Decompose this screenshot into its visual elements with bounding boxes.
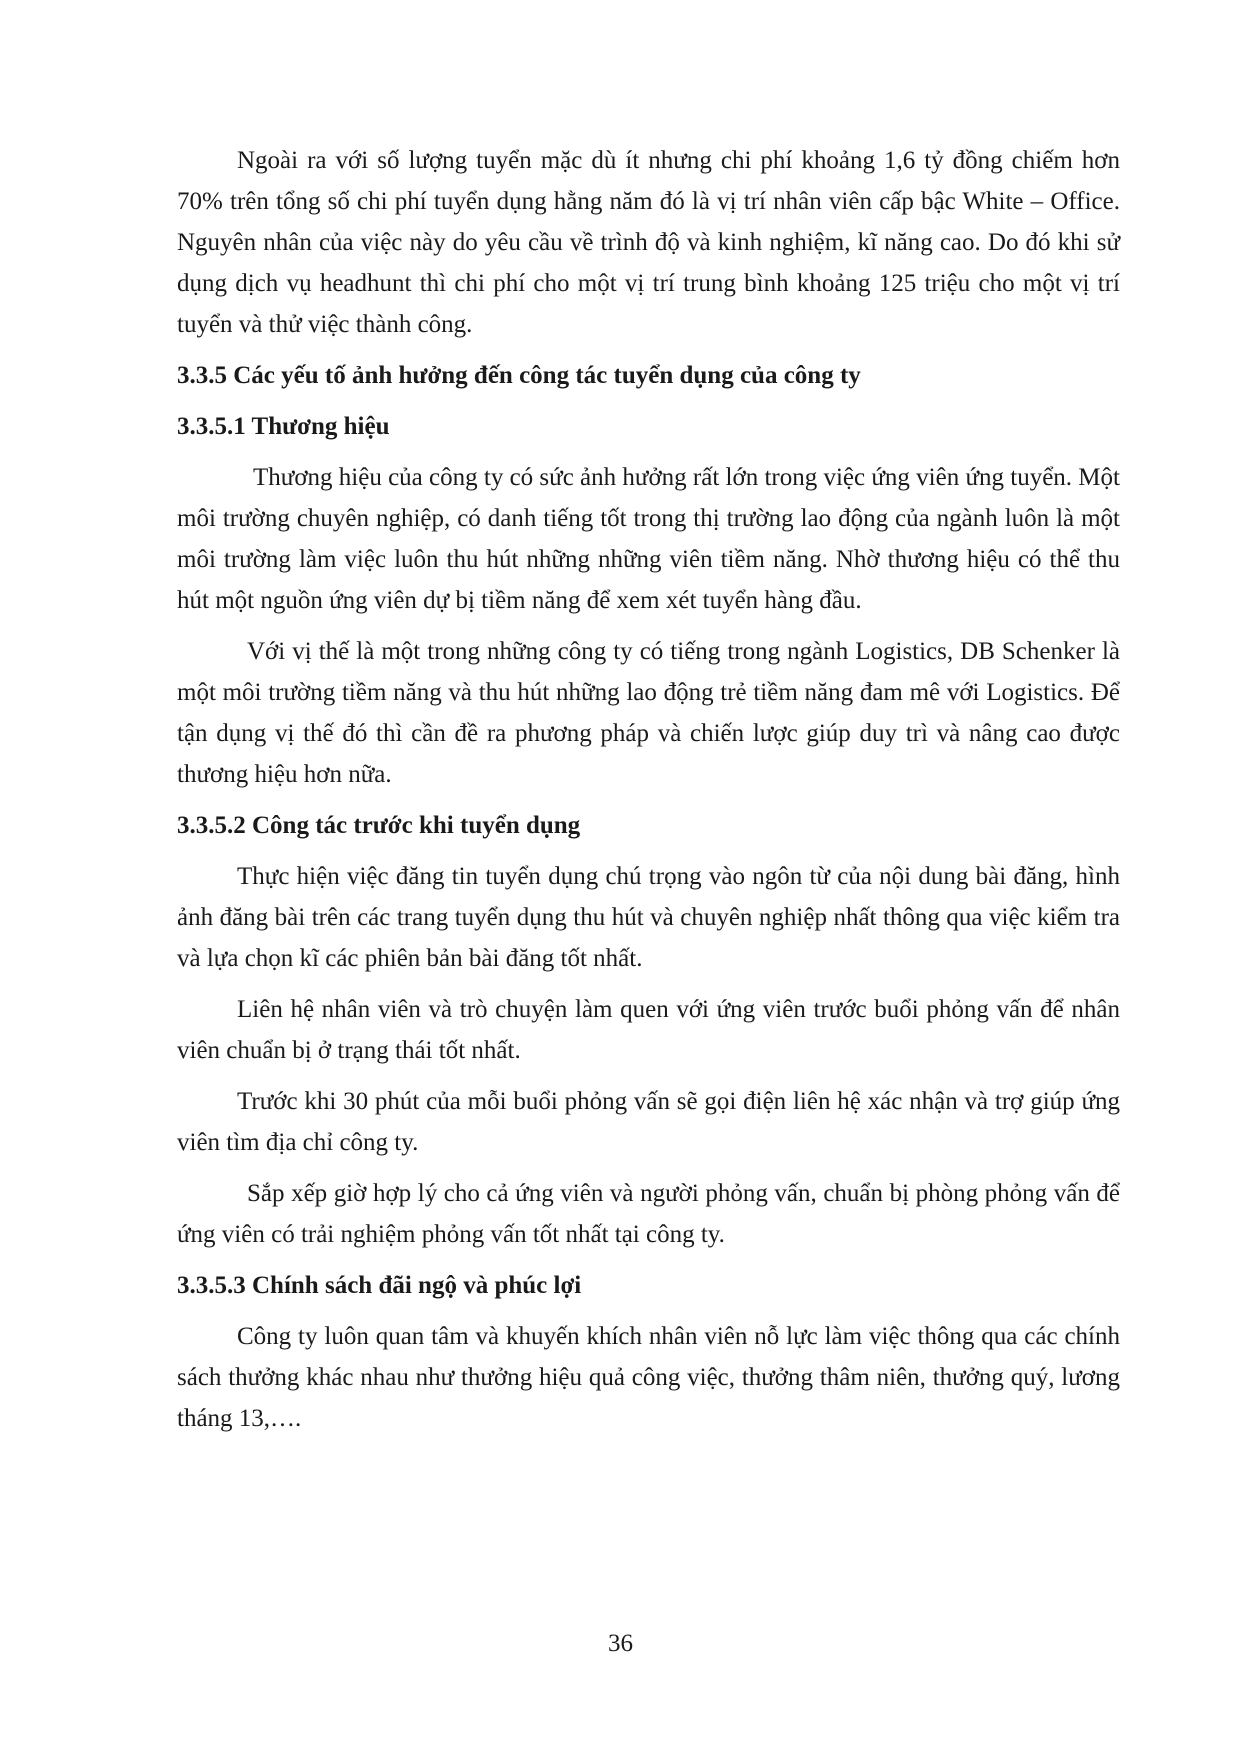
section-heading-3-3-5: 3.3.5 Các yếu tố ảnh hưởng đến công tác tuyển dụng của công ty (177, 362, 861, 389)
subsection-heading-3-3-5-3: 3.3.5.3 Chính sách đãi ngộ và phúc lợi (177, 1272, 582, 1299)
paragraph-db-schenker-position: Với vị thế là một trong những công ty có tiếng trong ngành Logistics, DB Schenker là một môi trường tiềm năng và thu hút những lao động trẻ tiềm năng đam mê với Logistics. Để tận dụng vị thế đó thì cần đề ra phương pháp và chiến lược giúp duy trì và nâng cao được thương hiệu hơn nữa. (177, 638, 1120, 788)
paragraph-reward-policy: Công ty luôn quan tâm và khuyến khích nhân viên nỗ lực làm việc thông qua các chính sách thưởng khác nhau như thưởng hiệu quả công việc, thưởng thâm niên, thưởng quý, lương tháng 13,…. (177, 1323, 1120, 1432)
paragraph-schedule-interview: Sắp xếp giờ hợp lý cho cả ứng viên và người phỏng vấn, chuẩn bị phòng phỏng vấn để ứng viên có trải nghiệm phỏng vấn tốt nhất tại công ty. (177, 1180, 1120, 1248)
paragraph-job-posting: Thực hiện việc đăng tin tuyển dụng chú trọng vào ngôn từ của nội dung bài đăng, hình ảnh đăng bài trên các trang tuyển dụng thu hút và chuyên nghiệp nhất thông qua việc kiểm tra và lựa chọn kĩ các phiên bản bài đăng tốt nhất. (177, 863, 1120, 972)
subsection-heading-3-3-5-2: 3.3.5.2 Công tác trước khi tuyển dụng (177, 812, 581, 839)
subsection-heading-3-3-5-1: 3.3.5.1 Thương hiệu (177, 413, 390, 440)
page-body (177, 140, 1120, 1449)
paragraph-contact-candidates: Liên hệ nhân viên và trò chuyện làm quen với ứng viên trước buổi phỏng vấn để nhân viên chuẩn bị ở trạng thái tốt nhất. (177, 996, 1120, 1064)
page-number: 36 (608, 1630, 633, 1657)
paragraph-call-before-interview: Trước khi 30 phút của mỗi buổi phỏng vấn sẽ gọi điện liên hệ xác nhận và trợ giúp ứng viên tìm địa chỉ công ty. (177, 1088, 1120, 1156)
paragraph-recruitment-cost: Ngoài ra với số lượng tuyển mặc dù ít nhưng chi phí khoảng 1,6 tỷ đồng chiếm hơn 70% trên tổng số chi phí tuyển dụng hằng năm đó là vị trí nhân viên cấp bậc White – Office. Nguyên nhân của việc này do yêu cầu về trình độ và kinh nghiệm, kĩ năng cao. Do đó khi sử dụng dịch vụ headhunt thì chi phí cho một vị trí trung bình khoảng 125 triệu cho một vị trí tuyển và thử việc thành công. (177, 147, 1120, 338)
paragraph-brand-influence: Thương hiệu của công ty có sức ảnh hưởng rất lớn trong việc ứng viên ứng tuyển. Một môi trường chuyên nghiệp, có danh tiếng tốt trong thị trường lao động của ngành luôn là một môi trường làm việc luôn thu hút những những viên tiềm năng. Nhờ thương hiệu có thể thu hút một nguồn ứng viên dự bị tiềm năng để xem xét tuyển hàng đầu. (177, 464, 1120, 614)
